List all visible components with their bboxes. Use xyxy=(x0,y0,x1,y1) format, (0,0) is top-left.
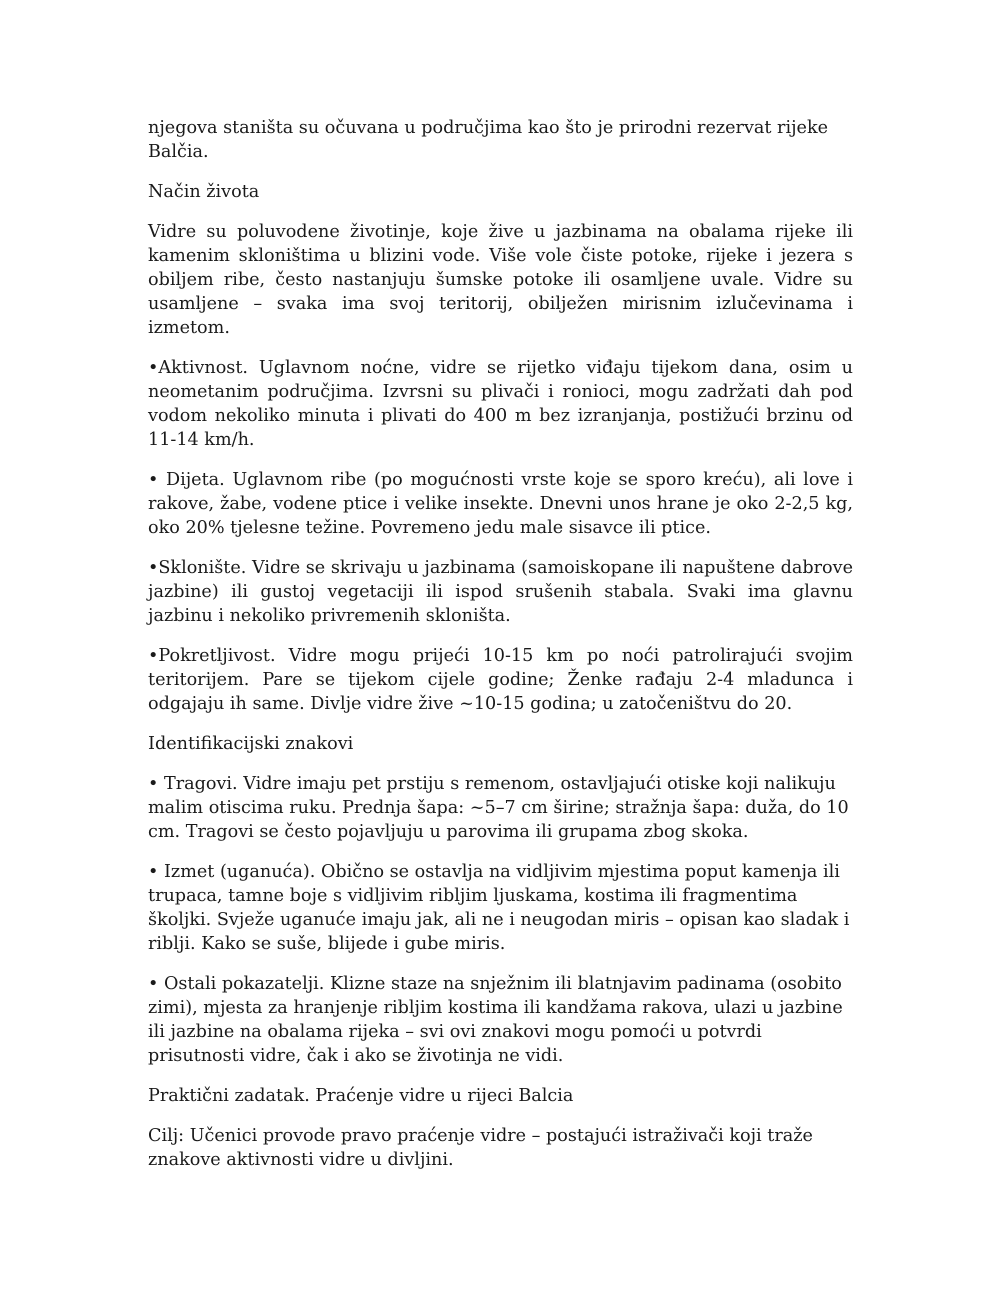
paragraph-intro: njegova staništa su očuvana u područjima kao što je prirodni rezervat rijeke Balčia. xyxy=(148,118,829,162)
paragraph-tracks: • Tragovi. Vidre imaju pet prstiju s remenom, ostavljajući otiske koji nalikuju malim otiscima ruku. Prednja šapa: ~5–7 cm širine; stražnja šapa: duža, do 10 cm. Tragovi se često pojavljuju u parovima ili grupama zbog skoka. xyxy=(148,774,849,842)
section-heading-identification: Identifikacijski znakovi xyxy=(148,734,354,754)
paragraph-scat: • Izmet (uganuća). Obično se ostavlja na vidljivim mjestima poput kamenja ili trupaca, tamne boje s vidljivim ribljim ljuskama, kostima ili fragmentima školjki. Svježe uganuće imaju jak, ali ne i neugodan miris – opisan kao sladak i riblji. Kako se suše, blijede i gube miris. xyxy=(148,862,850,954)
paragraph-diet: • Dijeta. Uglavnom ribe (po mogućnosti vrste koje se sporo kreću), ali love i rakove, žabe, vodene ptice i velike insekte. Dnevni unos hrane je oko 2-2,5 kg, oko 20% tjelesne težine. Povremeno jedu male sisavce ili ptice. xyxy=(148,470,853,538)
paragraph-other-signs: • Ostali pokazatelji. Klizne staze na snježnim ili blatnjavim padinama (osobito zimi), mjesta za hranjenje ribljim kostima ili kandžama rakova, ulazi u jazbine ili jazbine na obalama rijeka – svi ovi znakovi mogu pomoći u potvrdi prisutnosti vidre, čak i ako se životinja ne vidi. xyxy=(148,974,843,1066)
document-page xyxy=(148,116,853,1188)
paragraph-lifestyle: Vidre su poluvodene životinje, koje žive u jazbinama na obalama rijeke ili kamenim skloništima u blizini vode. Više vole čiste potoke, rijeke i jezera s obiljem ribe, često nastanjuju šumske potoke ili osamljene uvale. Vidre su usamljene – svaka ima svoj teritorij, obilježen mirisnim izlučevinama i izmetom. xyxy=(148,222,853,338)
paragraph-activity: •Aktivnost. Uglavnom noćne, vidre se rijetko viđaju tijekom dana, osim u neometanim područjima. Izvrsni su plivači i ronioci, mogu zadržati dah pod vodom nekoliko minuta i plivati do 400 m bez izranjanja, postižući brzinu od 11-14 km/h. xyxy=(148,358,853,450)
section-heading-lifestyle: Način života xyxy=(148,182,260,202)
paragraph-mobility: •Pokretljivost. Vidre mogu prijeći 10-15 km po noći patrolirajući svojim teritorijem. Pare se tijekom cijele godine; Ženke rađaju 2-4 mladunca i odgajaju ih same. Divlje vidre žive ~10-15 godina; u zatočeništvu do 20. xyxy=(148,646,853,714)
paragraph-shelter: •Sklonište. Vidre se skrivaju u jazbinama (samoiskopane ili napuštene dabrove jazbine) ili gustoj vegetaciji ili ispod srušenih stabala. Svaki ima glavnu jazbinu i nekoliko privremenih skloništa. xyxy=(148,558,853,626)
paragraph-goal: Cilj: Učenici provode pravo praćenje vidre – postajući istraživači koji traže znakove aktivnosti vidre u divljini. xyxy=(148,1126,813,1170)
section-heading-practical-task: Praktični zadatak. Praćenje vidre u rijeci Balcia xyxy=(148,1086,574,1106)
